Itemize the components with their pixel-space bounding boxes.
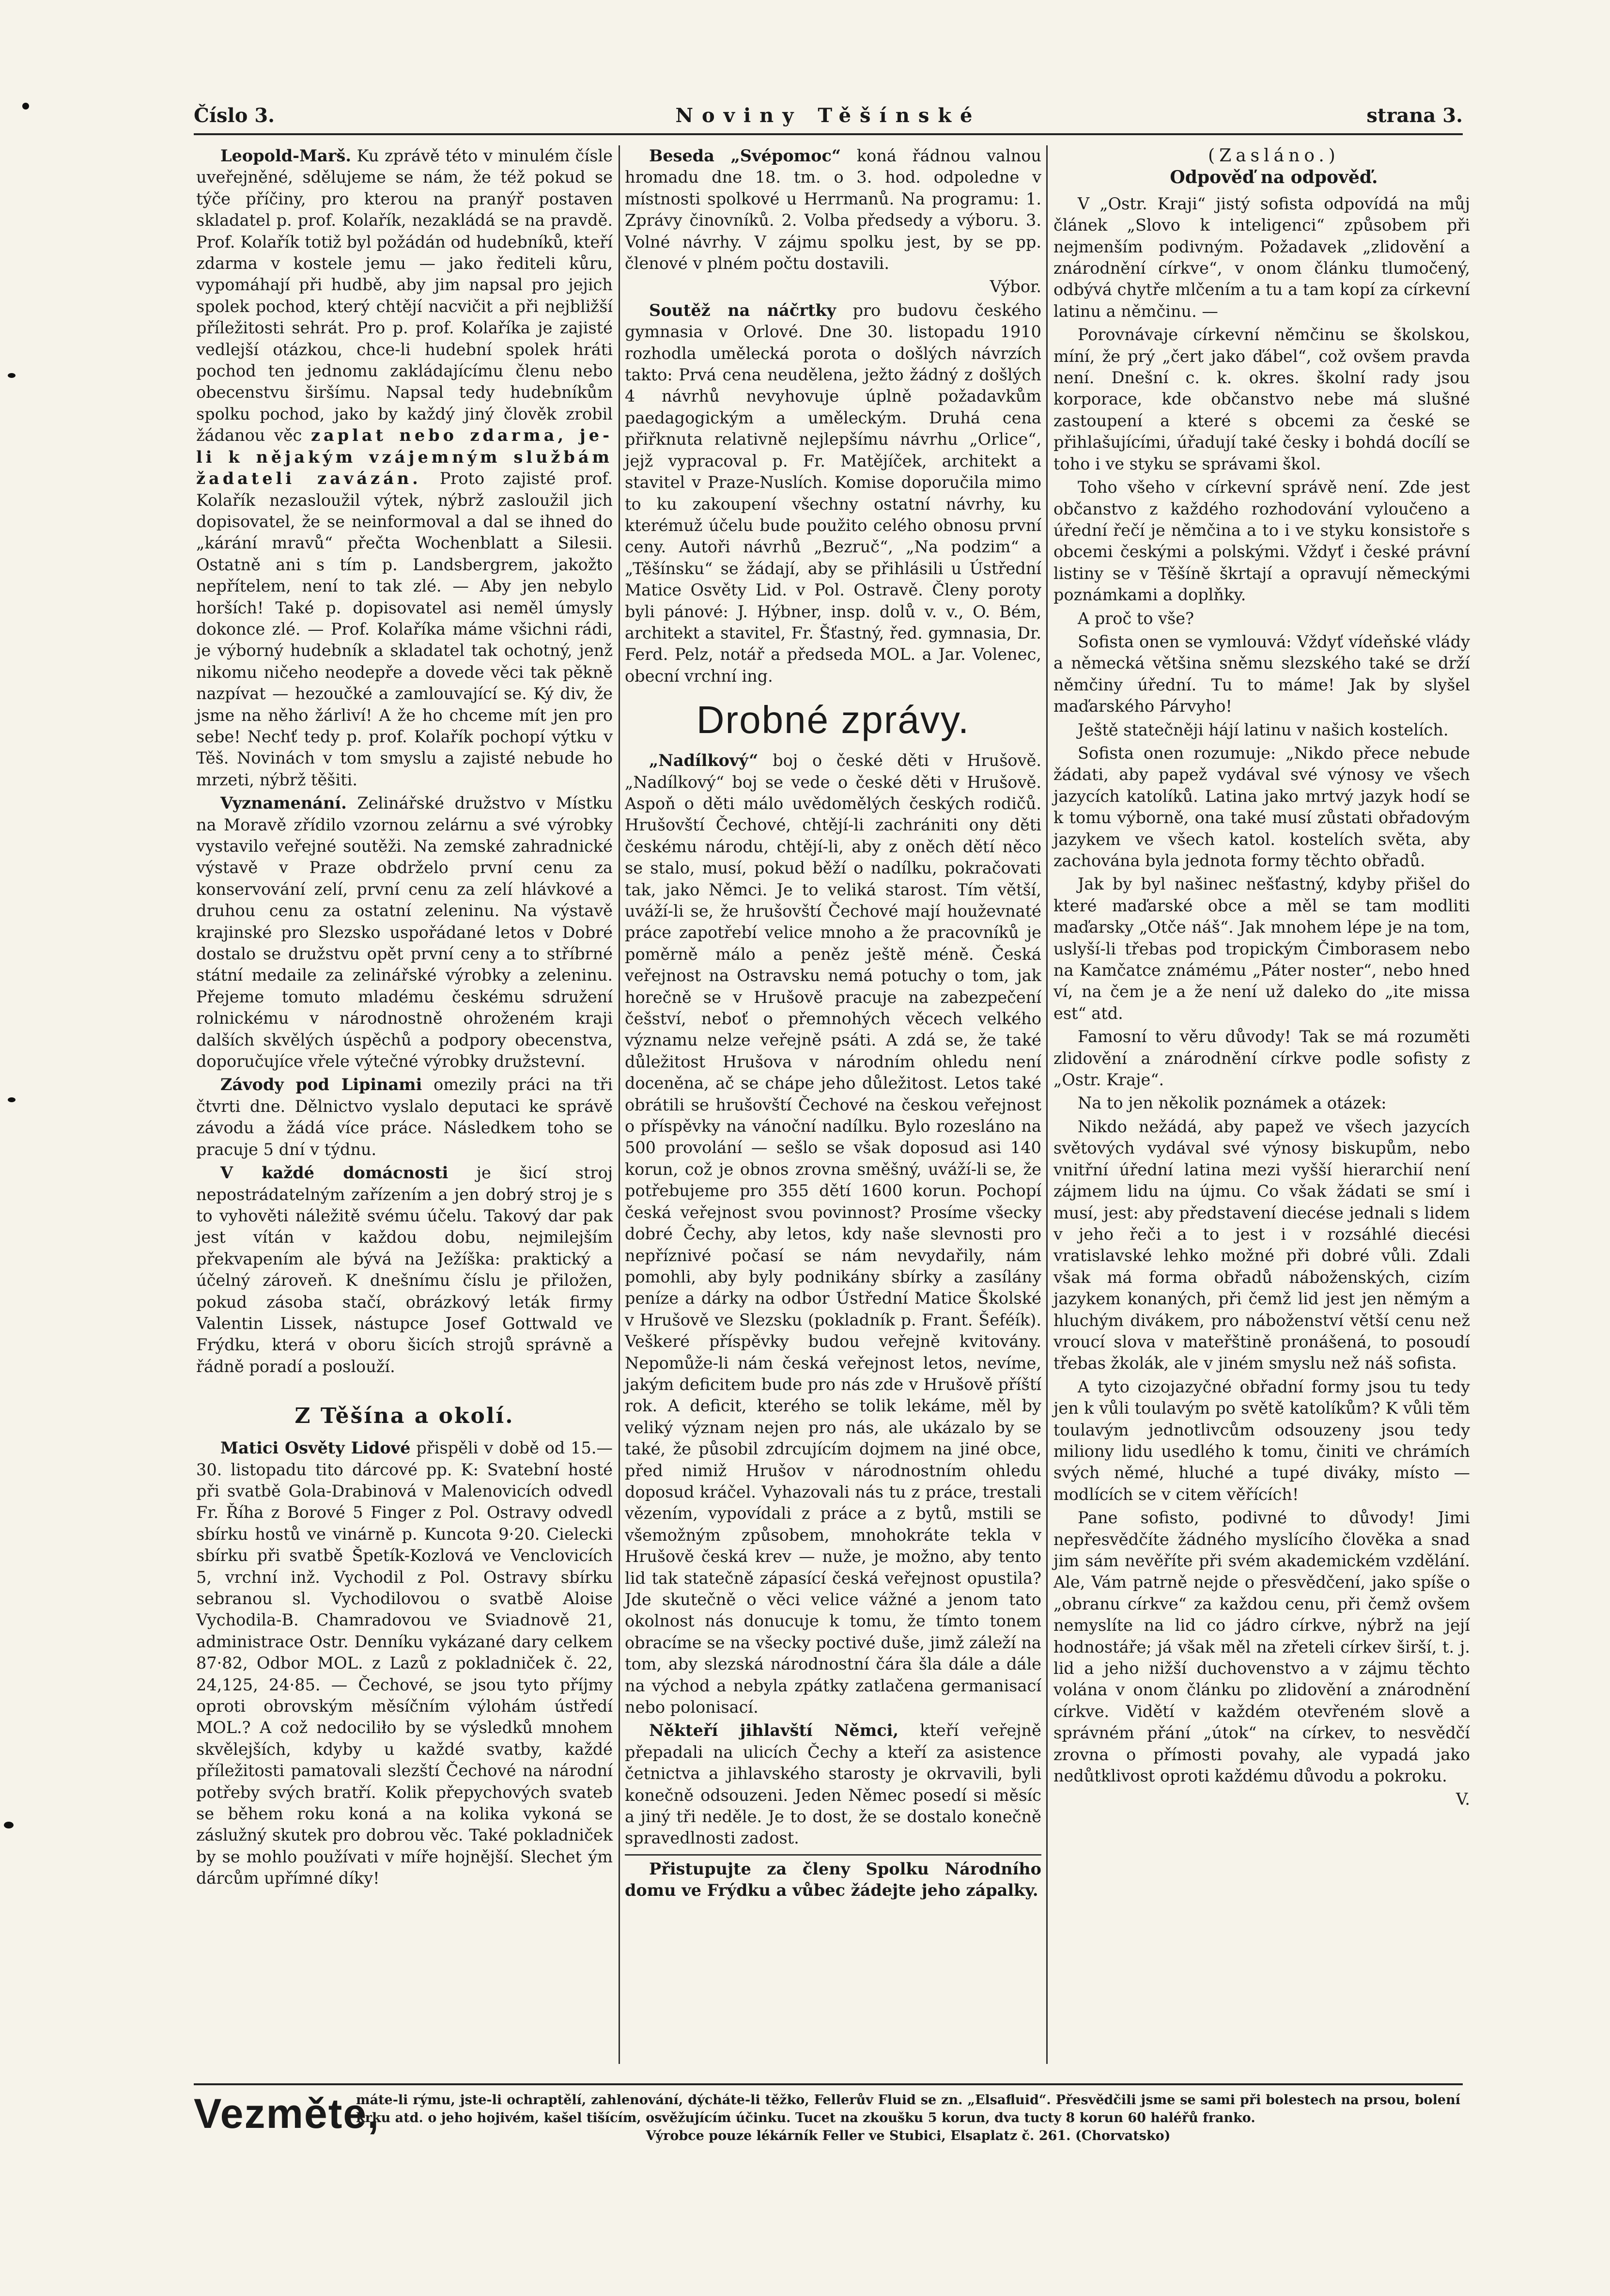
- article-headline: „Nadílkový“: [649, 751, 759, 770]
- article-matice: [196, 1437, 613, 1890]
- article-headline: Někteří jihlavští Němci,: [649, 1721, 898, 1740]
- article-body: je šicí stroj nepostrádatelným zařízením a jen dobrý stroj je s to vyhověti náležitě svému účelu. Takový dar pak jest vítán v každou dobu, nejmilejším překvapením ale bývá na Ježíška: praktický a účelný zároveň. K dnešnímu číslu je přiložen, pokud zásoba stačí, obrázkový leták firmy Valentin Lissek, nástupce Josef Gottwald ve Frýdku, která v oboru šicích strojů správně a řádně poradí a poslouží.: [196, 1163, 613, 1376]
- column-rule: [619, 145, 620, 2064]
- page-number: strana 3.: [1366, 104, 1463, 127]
- paragraph: V „Ostr. Kraji“ jistý sofista odpovídá na můj článek „Slovo k inteligenci“ způsobem při nejmenším podivným. Požadavek „zlidovění a znárodnění církve“, v onom článku tlumočený, odbývá chytře mlčením a tu a tam kopí za církevní latinu a němčinu. —: [1053, 194, 1470, 321]
- article-body: omezily práci na tři čtvrti dne. Dělnictvo vyslalo deputaci ke správě závodu a žádá více práce. Následkem toho se pracuje 5 dní v týdnu.: [196, 1075, 613, 1159]
- newspaper-title: Noviny Těšínské: [675, 104, 981, 127]
- article-jihlavsti: [625, 1720, 1041, 1849]
- article-body: boj o české děti v Hrušově. „Nadílkový“ boj se vede o české děti v Hrušově. Aspoň o děti málo uvědomělých českých rodičů. Hrušovští Čechové, chtějí-li zachrániti ony děti českému národu, chtějí-li, aby z oněch dětí něco se stalo, musí, pokud běží o nadílku, pokračovati tak, jako Němci. Je to veliká starost. Tím větší, uváží-li se, že hrušovští Čechové mají houževnaté práce zapotřebí velice mnoho a že pracovníků je poměrně málo a peněz ještě méně. Česká veřejnost na Ostravsku nemá potuchy o tom, jak horečně se v Hrušově pracuje na zabezpečení češství, neboť o přemnohých věcech velkého významu nelze veřejně psáti. A zdá se, že také důležitost Hrušova v národním ohledu není doceněna, ač se chápe jeho důležitost. Letos také obrátili se hrušovští Čechové na českou veřejnost o příspěvky na vánoční nadílku. Bylo rozesláno na 500 provolání — sešlo se však doposud asi 140 korun, což je obnos zrovna směšný, uváží-li se, že potřebujeme pro 355 dětí 1600 korun. Pochopí česká veřejnost svou povinnost? Prosíme všecky dobré Čechy, aby letos, kdy naše slevnosti pro nepříznivé počasí se nám nevydařily, nám pomohli, aby byly podnikány sbírky a zasílány peníze a dárky na odbor Ústřední Matice Školské v Hrušově ve Slezsku (pokladník p. Frant. Šeféík). Veškeré příspěvky budou veřejně kvitovány. Nepomůže-li nám česká veřejnost letos, nevíme, jakým deficitem bude pro nás zde v Hrušově příští rok. A deficit, kterého se tolik lekáme, měl by veliký význam nejen pro nás, ale ukázalo by se také, že působil zdrcujícím dojmem na jiné obce, před nimiž Hrušov v národnostním ohledu doposud kráčel. Vyhazovali nás tu z práce, trestali vězením, vypovídali z práce a z bytů, mstili se všemožným způsobem, mnohokráte tekla v Hrušově česká krev — nuže, je možno, aby tento lid tak statečně zápasící česká veřejnost opustila? Jde skutečně o věci velice vážné a jenom tato okolnost nás donucuje k tomu, že tímto tonem obracíme se na všecky poctivé duše, jimž záleží na tom, aby slezská národnostní čára šla dále a dále na východ a nebyla zpátky zatlačena germanisací nebo polonisací.: [625, 751, 1041, 1717]
- section-title: Drobné zprávy.: [696, 698, 970, 742]
- article-body: Ku zprávě této v minulém čísle uveřejněné, sdělujeme se nám, že též pokud se týče příčiny, pro kterou na pranýř postaven skladatel p. prof. Kolařík, nezakládá se na pravdě. Prof. Kolařík totiž byl požádán od hudebníků, kteří zdarma v kostele jemu — jako řediteli kůru, vypomáhají při hudbě, aby jim napsal pro jejich spolek pochod, který chtějí nacvičit a při nejbližší příležitosti sehrát. Pro p. prof. Kolaříka je zajisté vedlejší otázkou, chce-li hudební spolek hráti pochod ten jednomu zakládajícímu členu nebo obecenstvu širšímu. Napsal tedy hudebníkům spolku pochod, jako by každý jiný člověk zrobil žádanou věc: [196, 146, 613, 445]
- article-body: Zelinářské družstvo v Místku na Moravě zřídilo vzornou zelárnu a své výrobky vystavilo veřejné soutěži. Na zemské zahradnické výstavě v Praze obdrželo první cenu za konservování zelí, první cenu za zelí hlávkové a druhou cenu za ostatní zeleninu. Na výstavě krajinské pro Slezsko uspořádané letos v Dobré dostalo se družstvu opět první ceny a to stříbrné státní medaile za zelinářské výrobky a zeleninu. Přejeme tomuto mladému českému sdružení rolnickému v národnostně ohroženém kraji dalších skvělých úspěchů a podpory obecenstva, doporučujíce vřele výtečné výrobky družstevní.: [196, 794, 613, 1071]
- column-rule: [1046, 145, 1048, 2064]
- ad-text: [356, 2091, 1460, 2145]
- paragraph: A tyto cizojazyčné obřadní formy jsou tu tedy jen k vůli toulavým po světě katolíkům? K vůli těm toulavým jednotlivcům odsouzeny jsou tedy miliony lidu usedlého k tomu, činiti ve chrámích svých němé, hluché a tupé diváky, místo — modlících se v citem věřících!: [1053, 1377, 1470, 1504]
- zaslano-label: (Zasláno.): [1208, 146, 1340, 166]
- article-headline: Soutěž na náčrtky: [649, 300, 836, 320]
- page-header: [194, 99, 1463, 135]
- paragraph: Pane sofisto, podivné to důvody! Jimi nepřesvědčíte žádného myslícího člověka a snad jim sám nevěříte při svém akademickém vzdělání. Ale, Vám patrně nejde o přesvědčení, jako spíše o „obranu církve“ za každou cenu, při čemž ovšem nemyslíte na lid co jádro církve, nýbrž na její hodnostáře; já však měl na zřeteli církev širší, t. j. lid a jeho nižší duchovenstvo a v zájmu těchto volána v onom článku po zlidovění a znárodnění církve. Vidětí v každém otevřeném slově a správném přání „útok“ na církev, to nesvědčí zrovna o přímosti povahy, ale vypadá jako nedůtklivost oproti každému důvodu a pokroku.: [1053, 1508, 1470, 1786]
- article-body: Proto zajisté prof. Kolařík nezasloužil výtek, nýbrž zasloužil jich dopisovatel, že se neinformoval a dal se ihned do „kárání mravů“ přečta Wochenblatt a Silesii. Ostatně ani s tím p. Landsbergrem, jakožto nepřítelem, není to tak zlé. — Aby jen nebylo horších! Také p. dopisovatel asi neměl úmysly dokonce zlé. — Prof. Kolaříka máme všichni rádi, je výborný hudebník a skladatel tak ochotný, jenž nikomu ničeho neodepře a dovede věci tak pěkně nazpívat — hezoučké a zamlouvající se. Ký div, že jsme na něho žárliví! A že ho chceme mít jen pro sebe! Nechť tedy p. prof. Kolařík pochopí výtku v Těš. Novinách v tom smyslu a zajisté nebude ho mrzeti, nýbrž těšiti.: [196, 469, 613, 789]
- article-headline: Odpověď na odpověď.: [1170, 167, 1378, 188]
- issue-number: Číslo 3.: [194, 104, 275, 127]
- article-zavody: [196, 1074, 613, 1160]
- section-title: Z Těšína a okolí.: [294, 1404, 514, 1429]
- column-1: [196, 145, 613, 1891]
- article-body: koná řádnou valnou hromadu dne 18. tm. o 3. hod. odpoledne v místnosti spolkové u Herrmanů. Na programu: 1. Zprávy činovníků. 2. Volba předsedy a výboru. 3. Volné návrhy. V zájmu spolku jest, by se pp. členové v plném počtu dostavili.: [625, 146, 1042, 273]
- column-3: [1053, 145, 1470, 1812]
- scan-speck: [8, 1097, 15, 1102]
- paragraph: Na to jen několik poznámek a otázek:: [1078, 1093, 1387, 1113]
- paragraph: A proč to vše?: [1078, 609, 1194, 628]
- article-nadilkovy: [625, 750, 1041, 1718]
- signature: V.: [1456, 1790, 1470, 1809]
- article-beseda: [625, 145, 1041, 274]
- notice: Přistupujte za členy Spolku Národního domu ve Frýdku a vůbec žádejte jeho zápalky.: [625, 1859, 1041, 1900]
- article-headline: Matici Osvěty Lidové: [220, 1438, 411, 1458]
- divider: [625, 1854, 1041, 1856]
- paragraph: Sofista onen rozumuje: „Nikdo přece nebude žádati, aby papež vydával své výnosy ve všech jazycích katolíků. Latina jako mrtvý jazyk hodí se k tomu výborně, ona také musí zůstati obřadovým jazykem ve všech katol. kostelích světa, aby zachována byla jednota formy těchto obřadů.: [1053, 743, 1470, 870]
- paragraph: Porovnávaje církevní němčinu se školskou, míní, že prý „čert jako ďábel“, což ovšem pravda není. Dnešní c. k. okres. školní rady jsou korporace, kde občanstvo nebe má slušné zastoupení a které s obcemi za české se přihlašujícími, úřadují také česky i bohdá docílí se toho i ve styku se správami škol.: [1053, 325, 1470, 473]
- article-headline: Beseda „Svépomoc“: [649, 146, 841, 165]
- scan-speck: [4, 1822, 14, 1828]
- paragraph: Sofista onen se vymlouvá: Vždyť vídeňské vlády a německá většina sněmu slezského také se drží němčiny úřední. Tu to máme! Jak by slyšel maďarského Párvyho!: [1053, 632, 1470, 716]
- paragraph: Nikdo nežádá, aby papež ve všech jazycích světových vydával své výnosy biskupům, nebo vnitřní úřední latina mezi vyšší hierarchií není zájmem lidu na újmu. Co však žádati se smí i musí, jest: aby představení diecése jednali s lidem v jeho řeči a to jest i v rozsáhlé diecési vratislavské lehko možné při dobré vůli. Zdali však má forma obřadů náboženských, cizím jazykem konaných, při čemž lid jest jen němým a hluchým divákem, pro náboženství větší cenu než vroucí slova v mateřštině pronášená, to posoudí třebas žkolák, ale v jiném smyslu než náš sofista.: [1053, 1117, 1470, 1373]
- ad-line: Výrobce pouze lékárník Feller ve Stubici, Elsaplatz č. 261. (Chorvatsko): [646, 2128, 1171, 2143]
- column-2: [625, 145, 1041, 1904]
- article-headline: Vyznamenání.: [220, 794, 347, 813]
- article-domacnost: [196, 1162, 613, 1377]
- paragraph: Toho všeho v církevní správě není. Zde jest občanstvo z každého rozhodování vyloučeno a úřední řečí je němčina a to i ve styku konsistoře s obcemi českými a polskými. Vždyť i české právní listiny se v Těšíně škrtají a opravují německými poznámkami a doplňky.: [1053, 478, 1470, 605]
- article-headline: V každé domácnosti: [220, 1163, 449, 1183]
- article-soutez: [625, 300, 1041, 687]
- article-body: pro budovu českého gymnasia v Orlové. Dne 30. listopadu 1910 rozhodla umělecká porota o došlých návrzích takto: Prvá cena neudělena, ježto žádný z došlých 4 návrhů nevyhovuje úplně požadavkům paedagogickým a uměleckým. Druhá cena přiřknuta relativně nejlepšímu návrhu „Orlice“, jejž vypracoval p. Fr. Matějíček, architekt a stavitel v Praze-Nuslích. Komise doporučila mimo to ku zakoupení všechny ostatní návrhy, ku kterémuž účelu bude použito celého obnosu první ceny. Autoři návrhů „Bezruč“, „Na podzim“ a „Těšínsku“ se žádají, aby se přihlásili u Ústřední Matice Osvěty Lid. v Pol. Ostravě. Členy poroty byli pánové: J. Hýbner, insp. dolů v. v., O. Bém, architekt a stavitel, Fr. Šťastný, řed. gymnasia, Dr. Ferd. Pelz, notář a předseda MOL. a Jar. Volenec, obecní vrchní ing.: [625, 300, 1041, 686]
- scan-speck: [8, 373, 15, 378]
- paragraph: Jak by byl našinec nešťastný, kdyby přišel do které maďarské obce a měl se tam modliti maďarsky „Otče náš“. Jak mnohem lépe je na tom, uslyší-li třebas pod tropickým Čimborasem nebo na Kamčatce známému „Páter noster“, nebo hned ví, na čem je a že není už daleko do „ite missa est“ atd.: [1053, 875, 1470, 1023]
- ad-headline: Vezměte,: [194, 2091, 380, 2137]
- scan-speck: [22, 103, 29, 109]
- article-vyznamenani: [196, 793, 613, 1072]
- signature: Výbor.: [990, 277, 1041, 297]
- ad-line: máte-li rýmu, jste-li ochraptělí, zahlenování, dýcháte-li těžko, Fellerův Fluid se zn. „Elsafluid“. Přesvědčili jsme se sami při bolestech na prsou, bolení krku atd. o jeho hojivém, kašel tišícím, osvěžujícím účinku. Tucet na zkoušku 5 korun, dva tucty 8 korun 60 haléřů franko.: [356, 2093, 1460, 2125]
- article-headline: Závody pod Lipinami: [220, 1075, 422, 1094]
- paragraph: Famosní to věru důvody! Tak se má rozuměti zlidovění a znárodnění církve podle sofisty z „Ostr. Kraje“.: [1053, 1027, 1470, 1090]
- article-body: kteří veřejně přepadali na ulicích Čechy a kteří za asistence četnictva a jihlavského starosty je okrvavili, byli konečně odsouzeni. Jeden Němec posedí si měsíc a jiný tři neděle. Je to dost, že se dostalo konečně spravedlnosti zadost.: [625, 1721, 1042, 1848]
- article-leopold-mars: [196, 145, 613, 791]
- article-headline: Leopold-Marš.: [220, 146, 351, 165]
- advertisement: [194, 2083, 1463, 2153]
- article-body: přispěli v době od 15.—30. listopadu tito dárcové pp. K: Svatební hosté při svatbě Gola-Drabinová v Malenovicích odvedl Fr. Říha z Borové 5 Finger z Pol. Ostravy odvedl sbírku hostů ve vinárně p. Kuncota 9·20. Cielecki sbírku při svatbě Špetík-Kozlová ve Venclovicích 5, vrchní inž. Vychodil z Pol. Ostravy sbírku sebranou sl. Vychodilovou o svatbě Aloise Vychodila-B. Chamradovou ve Sviadnově 21, administrace Ostr. Denníku vykázané dary celkem 87·82, Odbor MOL. z Lazů z pokladniček č. 22, 24,125, 24·85. — Čechové, se jsou tyto příjmy oproti obrovským měsíčním výlohám ústředí MOL.? A což nedociliło by se výsledků mnohem skvělejších, kdyby u každé svatby, každé příležitosti pamatovali slezští Čechové na národní potřeby svých bratří. Kolik přepychových svateb se během roku koná a na kolika vykoná se záslužný skutek pro dobrou věc. Také pokladniček by se mohlo používati v míře hojnější. Slechet ým dárcům upřímné díky!: [196, 1438, 613, 1888]
- article-emphasis: zaplat nebo zdarma, je-li k nějakým vzájemným službám žadateli zavázán.: [196, 426, 613, 488]
- paragraph: Ještě statečněji hájí latinu v našich kostelích.: [1078, 720, 1449, 739]
